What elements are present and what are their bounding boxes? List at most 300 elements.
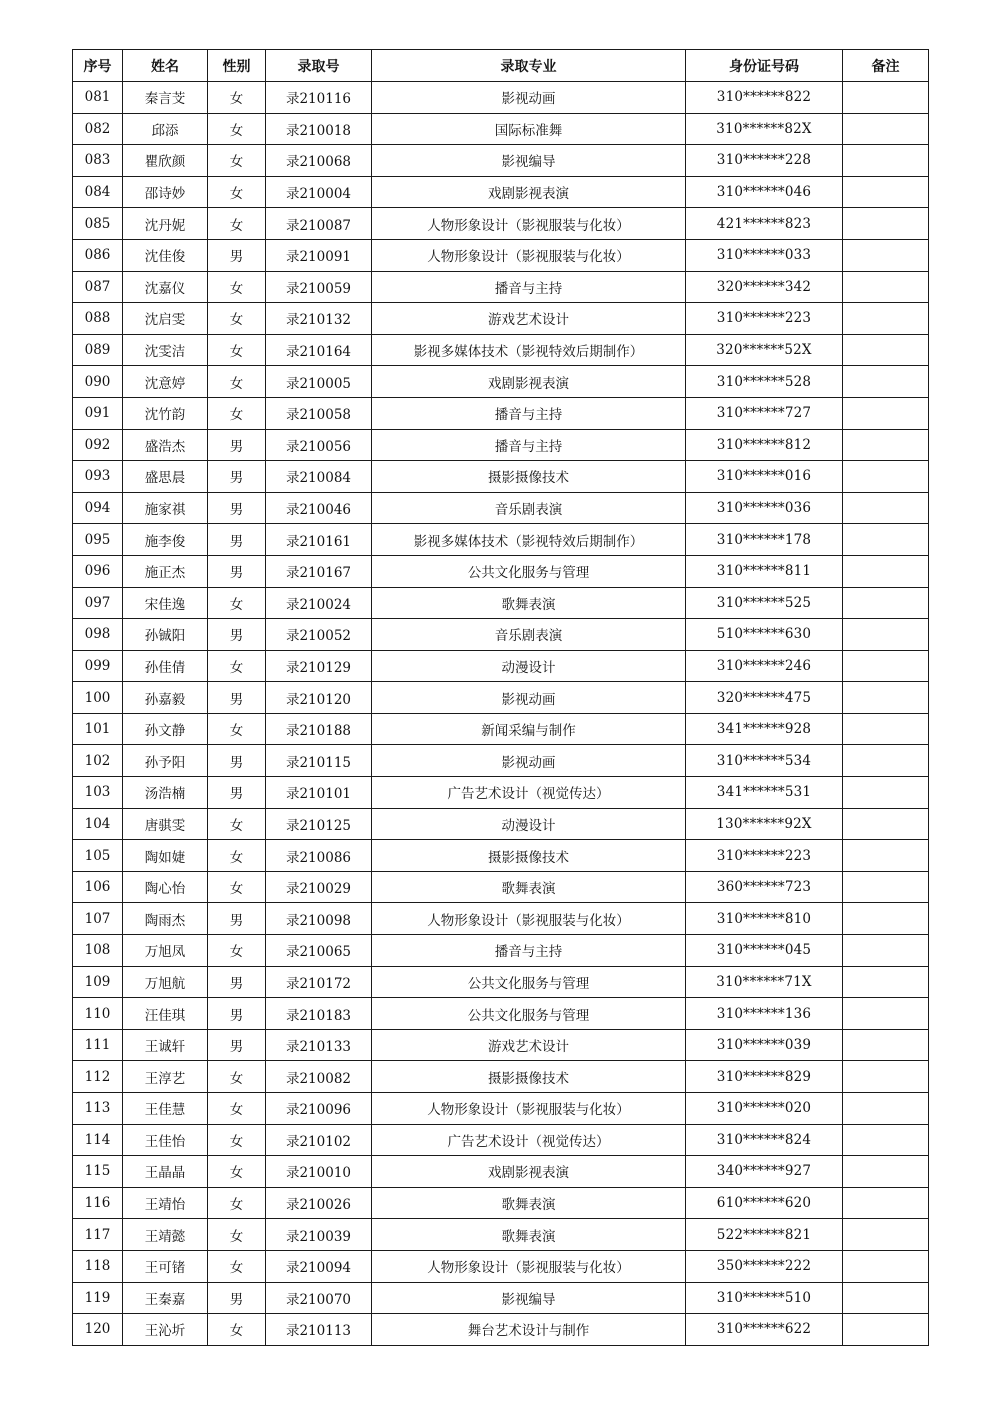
major-cell: 影视动画 bbox=[372, 82, 686, 114]
major-cell: 歌舞表演 bbox=[372, 871, 686, 903]
table-row bbox=[73, 808, 929, 840]
name-cell: 沈丹妮 bbox=[123, 208, 208, 240]
gender-cell: 女 bbox=[208, 1093, 266, 1125]
table-row bbox=[73, 998, 929, 1030]
remarks-cell bbox=[843, 1282, 929, 1314]
remarks-cell bbox=[843, 1314, 929, 1346]
remarks-cell bbox=[843, 334, 929, 366]
id-number-cell: 310******510 bbox=[686, 1282, 843, 1314]
table-row bbox=[73, 82, 929, 114]
header-remarks: 备注 bbox=[843, 50, 929, 82]
id-number-cell: 310******033 bbox=[686, 239, 843, 271]
admission-no-cell: 录210125 bbox=[266, 808, 372, 840]
id-number-cell: 310******534 bbox=[686, 745, 843, 777]
gender-cell: 男 bbox=[208, 998, 266, 1030]
table-row bbox=[73, 1219, 929, 1251]
remarks-cell bbox=[843, 366, 929, 398]
table-row bbox=[73, 208, 929, 240]
admission-no-cell: 录210161 bbox=[266, 524, 372, 556]
table-row bbox=[73, 461, 929, 493]
major-cell: 新闻采编与制作 bbox=[372, 713, 686, 745]
gender-cell: 男 bbox=[208, 966, 266, 998]
name-cell: 沈竹韵 bbox=[123, 397, 208, 429]
id-number-cell: 341******928 bbox=[686, 713, 843, 745]
gender-cell: 女 bbox=[208, 650, 266, 682]
name-cell: 陶雨杰 bbox=[123, 903, 208, 935]
admission-no-cell: 录210046 bbox=[266, 492, 372, 524]
remarks-cell bbox=[843, 1029, 929, 1061]
gender-cell: 男 bbox=[208, 903, 266, 935]
remarks-cell bbox=[843, 461, 929, 493]
seq-cell: 120 bbox=[73, 1314, 123, 1346]
name-cell: 沈意婷 bbox=[123, 366, 208, 398]
gender-cell: 男 bbox=[208, 239, 266, 271]
id-number-cell: 320******52X bbox=[686, 334, 843, 366]
admission-no-cell: 录210132 bbox=[266, 303, 372, 335]
table-row bbox=[73, 555, 929, 587]
remarks-cell bbox=[843, 871, 929, 903]
name-cell: 宋佳逸 bbox=[123, 587, 208, 619]
name-cell: 王佳怡 bbox=[123, 1124, 208, 1156]
seq-cell: 099 bbox=[73, 650, 123, 682]
gender-cell: 女 bbox=[208, 1219, 266, 1251]
table-row bbox=[73, 145, 929, 177]
admission-no-cell: 录210004 bbox=[266, 176, 372, 208]
seq-cell: 113 bbox=[73, 1093, 123, 1125]
seq-cell: 081 bbox=[73, 82, 123, 114]
name-cell: 沈启雯 bbox=[123, 303, 208, 335]
name-cell: 施正杰 bbox=[123, 555, 208, 587]
remarks-cell bbox=[843, 113, 929, 145]
gender-cell: 男 bbox=[208, 461, 266, 493]
table-row bbox=[73, 777, 929, 809]
gender-cell: 女 bbox=[208, 587, 266, 619]
gender-cell: 女 bbox=[208, 1124, 266, 1156]
id-number-cell: 310******829 bbox=[686, 1061, 843, 1093]
id-number-cell: 130******92X bbox=[686, 808, 843, 840]
name-cell: 邵诗妙 bbox=[123, 176, 208, 208]
table-row bbox=[73, 239, 929, 271]
table-row bbox=[73, 903, 929, 935]
remarks-cell bbox=[843, 777, 929, 809]
major-cell: 歌舞表演 bbox=[372, 1187, 686, 1219]
id-number-cell: 350******222 bbox=[686, 1250, 843, 1282]
id-number-cell: 310******528 bbox=[686, 366, 843, 398]
gender-cell: 男 bbox=[208, 492, 266, 524]
admission-no-cell: 录210056 bbox=[266, 429, 372, 461]
admission-no-cell: 录210129 bbox=[266, 650, 372, 682]
table-row bbox=[73, 524, 929, 556]
seq-cell: 100 bbox=[73, 682, 123, 714]
table-row bbox=[73, 587, 929, 619]
name-cell: 盛浩杰 bbox=[123, 429, 208, 461]
remarks-cell bbox=[843, 208, 929, 240]
major-cell: 人物形象设计（影视服装与化妆） bbox=[372, 903, 686, 935]
admission-no-cell: 录210098 bbox=[266, 903, 372, 935]
gender-cell: 女 bbox=[208, 397, 266, 429]
seq-cell: 106 bbox=[73, 871, 123, 903]
remarks-cell bbox=[843, 619, 929, 651]
id-number-cell: 340******927 bbox=[686, 1156, 843, 1188]
major-cell: 戏剧影视表演 bbox=[372, 1156, 686, 1188]
remarks-cell bbox=[843, 176, 929, 208]
id-number-cell: 310******811 bbox=[686, 555, 843, 587]
table-row bbox=[73, 1187, 929, 1219]
name-cell: 王晶晶 bbox=[123, 1156, 208, 1188]
gender-cell: 女 bbox=[208, 82, 266, 114]
table-row bbox=[73, 1029, 929, 1061]
remarks-cell bbox=[843, 966, 929, 998]
remarks-cell bbox=[843, 145, 929, 177]
name-cell: 王靖懿 bbox=[123, 1219, 208, 1251]
major-cell: 摄影摄像技术 bbox=[372, 461, 686, 493]
admission-no-cell: 录210164 bbox=[266, 334, 372, 366]
remarks-cell bbox=[843, 1156, 929, 1188]
admission-no-cell: 录210116 bbox=[266, 82, 372, 114]
table-row bbox=[73, 492, 929, 524]
table-row bbox=[73, 713, 929, 745]
gender-cell: 女 bbox=[208, 1314, 266, 1346]
id-number-cell: 310******810 bbox=[686, 903, 843, 935]
seq-cell: 108 bbox=[73, 935, 123, 967]
name-cell: 王诚轩 bbox=[123, 1029, 208, 1061]
admission-no-cell: 录210102 bbox=[266, 1124, 372, 1156]
name-cell: 孙佳倩 bbox=[123, 650, 208, 682]
major-cell: 影视多媒体技术（影视特效后期制作） bbox=[372, 334, 686, 366]
table-row bbox=[73, 682, 929, 714]
major-cell: 人物形象设计（影视服装与化妆） bbox=[372, 208, 686, 240]
seq-cell: 119 bbox=[73, 1282, 123, 1314]
remarks-cell bbox=[843, 555, 929, 587]
table-row bbox=[73, 271, 929, 303]
name-cell: 王淳艺 bbox=[123, 1061, 208, 1093]
remarks-cell bbox=[843, 713, 929, 745]
admission-no-cell: 录210115 bbox=[266, 745, 372, 777]
id-number-cell: 310******020 bbox=[686, 1093, 843, 1125]
major-cell: 播音与主持 bbox=[372, 935, 686, 967]
admission-no-cell: 录210010 bbox=[266, 1156, 372, 1188]
admission-no-cell: 录210084 bbox=[266, 461, 372, 493]
major-cell: 播音与主持 bbox=[372, 397, 686, 429]
table-row bbox=[73, 366, 929, 398]
name-cell: 秦言芠 bbox=[123, 82, 208, 114]
name-cell: 王佳慧 bbox=[123, 1093, 208, 1125]
remarks-cell bbox=[843, 1250, 929, 1282]
major-cell: 公共文化服务与管理 bbox=[372, 966, 686, 998]
seq-cell: 090 bbox=[73, 366, 123, 398]
table-row bbox=[73, 1314, 929, 1346]
header-row bbox=[73, 50, 929, 82]
id-number-cell: 310******046 bbox=[686, 176, 843, 208]
remarks-cell bbox=[843, 397, 929, 429]
id-number-cell: 310******71X bbox=[686, 966, 843, 998]
name-cell: 汤浩楠 bbox=[123, 777, 208, 809]
major-cell: 广告艺术设计（视觉传达） bbox=[372, 1124, 686, 1156]
table-row bbox=[73, 840, 929, 872]
seq-cell: 086 bbox=[73, 239, 123, 271]
admission-no-cell: 录210068 bbox=[266, 145, 372, 177]
id-number-cell: 310******622 bbox=[686, 1314, 843, 1346]
gender-cell: 男 bbox=[208, 429, 266, 461]
admission-no-cell: 录210070 bbox=[266, 1282, 372, 1314]
table-row bbox=[73, 1061, 929, 1093]
admission-no-cell: 录210188 bbox=[266, 713, 372, 745]
seq-cell: 097 bbox=[73, 587, 123, 619]
major-cell: 音乐剧表演 bbox=[372, 492, 686, 524]
id-number-cell: 310******136 bbox=[686, 998, 843, 1030]
id-number-cell: 360******723 bbox=[686, 871, 843, 903]
remarks-cell bbox=[843, 808, 929, 840]
remarks-cell bbox=[843, 492, 929, 524]
id-number-cell: 310******016 bbox=[686, 461, 843, 493]
seq-cell: 084 bbox=[73, 176, 123, 208]
major-cell: 人物形象设计（影视服装与化妆） bbox=[372, 1250, 686, 1282]
id-number-cell: 310******223 bbox=[686, 840, 843, 872]
remarks-cell bbox=[843, 840, 929, 872]
name-cell: 盛思晨 bbox=[123, 461, 208, 493]
gender-cell: 女 bbox=[208, 208, 266, 240]
id-number-cell: 310******246 bbox=[686, 650, 843, 682]
name-cell: 孙铖阳 bbox=[123, 619, 208, 651]
name-cell: 沈雯洁 bbox=[123, 334, 208, 366]
table-row bbox=[73, 1124, 929, 1156]
admission-no-cell: 录210133 bbox=[266, 1029, 372, 1061]
gender-cell: 女 bbox=[208, 1250, 266, 1282]
name-cell: 王可锗 bbox=[123, 1250, 208, 1282]
remarks-cell bbox=[843, 524, 929, 556]
gender-cell: 女 bbox=[208, 176, 266, 208]
admission-no-cell: 录210096 bbox=[266, 1093, 372, 1125]
admission-no-cell: 录210120 bbox=[266, 682, 372, 714]
name-cell: 汪佳琪 bbox=[123, 998, 208, 1030]
major-cell: 戏剧影视表演 bbox=[372, 366, 686, 398]
admission-no-cell: 录210058 bbox=[266, 397, 372, 429]
id-number-cell: 522******821 bbox=[686, 1219, 843, 1251]
id-number-cell: 310******223 bbox=[686, 303, 843, 335]
remarks-cell bbox=[843, 1187, 929, 1219]
id-number-cell: 341******531 bbox=[686, 777, 843, 809]
major-cell: 影视编导 bbox=[372, 1282, 686, 1314]
table-row bbox=[73, 176, 929, 208]
seq-cell: 105 bbox=[73, 840, 123, 872]
header-id-number: 身份证号码 bbox=[686, 50, 843, 82]
major-cell: 动漫设计 bbox=[372, 650, 686, 682]
remarks-cell bbox=[843, 998, 929, 1030]
seq-cell: 089 bbox=[73, 334, 123, 366]
remarks-cell bbox=[843, 1061, 929, 1093]
major-cell: 摄影摄像技术 bbox=[372, 1061, 686, 1093]
seq-cell: 118 bbox=[73, 1250, 123, 1282]
remarks-cell bbox=[843, 271, 929, 303]
id-number-cell: 310******82X bbox=[686, 113, 843, 145]
seq-cell: 091 bbox=[73, 397, 123, 429]
remarks-cell bbox=[843, 82, 929, 114]
table-row bbox=[73, 1250, 929, 1282]
admission-no-cell: 录210018 bbox=[266, 113, 372, 145]
admission-no-cell: 录210052 bbox=[266, 619, 372, 651]
id-number-cell: 310******228 bbox=[686, 145, 843, 177]
id-number-cell: 310******822 bbox=[686, 82, 843, 114]
admission-no-cell: 录210082 bbox=[266, 1061, 372, 1093]
table-row bbox=[73, 113, 929, 145]
gender-cell: 女 bbox=[208, 1187, 266, 1219]
table-row bbox=[73, 966, 929, 998]
admission-no-cell: 录210172 bbox=[266, 966, 372, 998]
remarks-cell bbox=[843, 1093, 929, 1125]
id-number-cell: 310******525 bbox=[686, 587, 843, 619]
major-cell: 公共文化服务与管理 bbox=[372, 998, 686, 1030]
name-cell: 陶心怡 bbox=[123, 871, 208, 903]
id-number-cell: 510******630 bbox=[686, 619, 843, 651]
major-cell: 音乐剧表演 bbox=[372, 619, 686, 651]
gender-cell: 女 bbox=[208, 113, 266, 145]
admission-no-cell: 录210039 bbox=[266, 1219, 372, 1251]
name-cell: 王秦嘉 bbox=[123, 1282, 208, 1314]
admission-no-cell: 录210183 bbox=[266, 998, 372, 1030]
table-row bbox=[73, 619, 929, 651]
gender-cell: 女 bbox=[208, 334, 266, 366]
id-number-cell: 310******036 bbox=[686, 492, 843, 524]
gender-cell: 男 bbox=[208, 1029, 266, 1061]
admission-no-cell: 录210065 bbox=[266, 935, 372, 967]
major-cell: 人物形象设计（影视服装与化妆） bbox=[372, 239, 686, 271]
gender-cell: 女 bbox=[208, 840, 266, 872]
seq-cell: 087 bbox=[73, 271, 123, 303]
name-cell: 邱添 bbox=[123, 113, 208, 145]
gender-cell: 男 bbox=[208, 524, 266, 556]
seq-cell: 104 bbox=[73, 808, 123, 840]
seq-cell: 093 bbox=[73, 461, 123, 493]
admission-no-cell: 录210026 bbox=[266, 1187, 372, 1219]
gender-cell: 女 bbox=[208, 271, 266, 303]
seq-cell: 098 bbox=[73, 619, 123, 651]
admission-no-cell: 录210087 bbox=[266, 208, 372, 240]
seq-cell: 094 bbox=[73, 492, 123, 524]
table-row bbox=[73, 334, 929, 366]
name-cell: 唐骐雯 bbox=[123, 808, 208, 840]
major-cell: 影视编导 bbox=[372, 145, 686, 177]
id-number-cell: 320******475 bbox=[686, 682, 843, 714]
seq-cell: 117 bbox=[73, 1219, 123, 1251]
name-cell: 沈佳俊 bbox=[123, 239, 208, 271]
gender-cell: 男 bbox=[208, 1282, 266, 1314]
seq-cell: 115 bbox=[73, 1156, 123, 1188]
admission-no-cell: 录210091 bbox=[266, 239, 372, 271]
seq-cell: 088 bbox=[73, 303, 123, 335]
name-cell: 孙予阳 bbox=[123, 745, 208, 777]
table-row bbox=[73, 429, 929, 461]
seq-cell: 092 bbox=[73, 429, 123, 461]
remarks-cell bbox=[843, 745, 929, 777]
table-row bbox=[73, 397, 929, 429]
header-seq: 序号 bbox=[73, 50, 123, 82]
major-cell: 播音与主持 bbox=[372, 271, 686, 303]
gender-cell: 男 bbox=[208, 619, 266, 651]
major-cell: 舞台艺术设计与制作 bbox=[372, 1314, 686, 1346]
name-cell: 陶如婕 bbox=[123, 840, 208, 872]
major-cell: 公共文化服务与管理 bbox=[372, 555, 686, 587]
name-cell: 瞿欣颜 bbox=[123, 145, 208, 177]
header-name: 姓名 bbox=[123, 50, 208, 82]
gender-cell: 女 bbox=[208, 871, 266, 903]
seq-cell: 103 bbox=[73, 777, 123, 809]
admission-no-cell: 录210113 bbox=[266, 1314, 372, 1346]
gender-cell: 男 bbox=[208, 745, 266, 777]
admission-no-cell: 录210005 bbox=[266, 366, 372, 398]
major-cell: 游戏艺术设计 bbox=[372, 1029, 686, 1061]
table-row bbox=[73, 1093, 929, 1125]
seq-cell: 116 bbox=[73, 1187, 123, 1219]
seq-cell: 102 bbox=[73, 745, 123, 777]
admission-no-cell: 录210167 bbox=[266, 555, 372, 587]
table-row bbox=[73, 1282, 929, 1314]
remarks-cell bbox=[843, 903, 929, 935]
major-cell: 游戏艺术设计 bbox=[372, 303, 686, 335]
gender-cell: 女 bbox=[208, 808, 266, 840]
name-cell: 万旭凤 bbox=[123, 935, 208, 967]
seq-cell: 095 bbox=[73, 524, 123, 556]
header-gender: 性别 bbox=[208, 50, 266, 82]
major-cell: 影视动画 bbox=[372, 682, 686, 714]
admission-roster-table bbox=[72, 49, 929, 1346]
name-cell: 孙嘉毅 bbox=[123, 682, 208, 714]
major-cell: 影视动画 bbox=[372, 745, 686, 777]
id-number-cell: 310******824 bbox=[686, 1124, 843, 1156]
seq-cell: 109 bbox=[73, 966, 123, 998]
gender-cell: 女 bbox=[208, 1156, 266, 1188]
name-cell: 孙文静 bbox=[123, 713, 208, 745]
name-cell: 王沁圻 bbox=[123, 1314, 208, 1346]
major-cell: 影视多媒体技术（影视特效后期制作） bbox=[372, 524, 686, 556]
id-number-cell: 310******178 bbox=[686, 524, 843, 556]
major-cell: 广告艺术设计（视觉传达） bbox=[372, 777, 686, 809]
major-cell: 播音与主持 bbox=[372, 429, 686, 461]
major-cell: 人物形象设计（影视服装与化妆） bbox=[372, 1093, 686, 1125]
remarks-cell bbox=[843, 1219, 929, 1251]
seq-cell: 083 bbox=[73, 145, 123, 177]
table-row bbox=[73, 1156, 929, 1188]
gender-cell: 女 bbox=[208, 935, 266, 967]
id-number-cell: 310******727 bbox=[686, 397, 843, 429]
major-cell: 歌舞表演 bbox=[372, 587, 686, 619]
remarks-cell bbox=[843, 682, 929, 714]
seq-cell: 107 bbox=[73, 903, 123, 935]
roster-body bbox=[73, 82, 929, 1346]
id-number-cell: 310******039 bbox=[686, 1029, 843, 1061]
remarks-cell bbox=[843, 1124, 929, 1156]
name-cell: 施李俊 bbox=[123, 524, 208, 556]
id-number-cell: 610******620 bbox=[686, 1187, 843, 1219]
gender-cell: 女 bbox=[208, 713, 266, 745]
id-number-cell: 421******823 bbox=[686, 208, 843, 240]
gender-cell: 女 bbox=[208, 1061, 266, 1093]
header-major: 录取专业 bbox=[372, 50, 686, 82]
gender-cell: 男 bbox=[208, 555, 266, 587]
major-cell: 国际标准舞 bbox=[372, 113, 686, 145]
remarks-cell bbox=[843, 935, 929, 967]
name-cell: 万旭航 bbox=[123, 966, 208, 998]
remarks-cell bbox=[843, 587, 929, 619]
table-row bbox=[73, 871, 929, 903]
gender-cell: 男 bbox=[208, 777, 266, 809]
seq-cell: 101 bbox=[73, 713, 123, 745]
admission-no-cell: 录210029 bbox=[266, 871, 372, 903]
header-admission-no: 录取号 bbox=[266, 50, 372, 82]
seq-cell: 082 bbox=[73, 113, 123, 145]
seq-cell: 085 bbox=[73, 208, 123, 240]
admission-no-cell: 录210059 bbox=[266, 271, 372, 303]
table-row bbox=[73, 935, 929, 967]
